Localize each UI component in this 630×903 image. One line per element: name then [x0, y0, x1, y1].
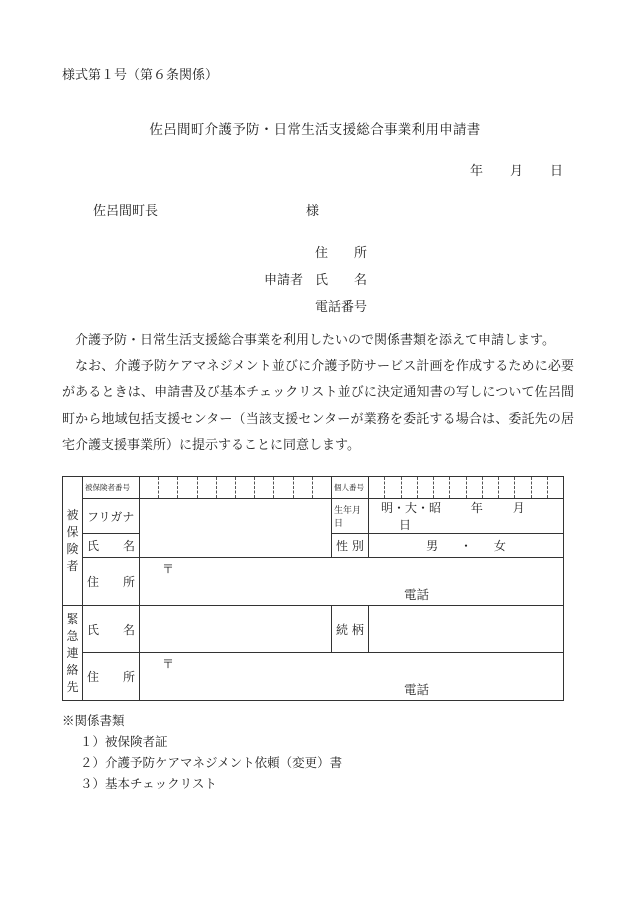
document-title: 佐呂間町介護予防・日常生活支援総合事業利用申請書 [149, 122, 481, 138]
insured-name-field[interactable] [140, 499, 332, 558]
emergency-address-label: 住 所 [83, 653, 140, 701]
form-number: 様式第１号（第６条関係） [62, 68, 219, 83]
sex-female[interactable]: 女 [493, 539, 506, 553]
applicant-info-table [62, 476, 564, 701]
sex-male[interactable]: 男 [426, 539, 439, 553]
birthdate-era[interactable]: 明・大・昭 [381, 501, 442, 515]
name-label: 氏 名 [83, 534, 140, 558]
notes-item: ３）基本チェックリスト [80, 776, 217, 791]
birthdate-label: 生年月日 [332, 499, 369, 534]
insured-number-label: 被保険者番号 [83, 477, 140, 499]
emergency-name-label: 氏 名 [83, 606, 140, 653]
applicant-prefix: 申請者 [264, 273, 304, 288]
relation-label: 続 柄 [332, 606, 369, 653]
sex-field[interactable]: 男 ・ 女 [369, 534, 564, 558]
postal-mark: 〒 [162, 562, 175, 576]
address-field[interactable] [140, 558, 564, 606]
notes-heading: ※関係書類 [62, 713, 125, 728]
insured-section-label: 被 保 険 者 [63, 477, 83, 606]
addressee-name: 佐呂間町長 [93, 204, 159, 219]
date-month: 月 [510, 164, 524, 179]
insured-number-field[interactable] [140, 477, 332, 499]
date-year: 年 [470, 164, 484, 179]
relation-field[interactable] [369, 606, 564, 653]
address-label: 住 所 [83, 558, 140, 606]
personal-number-label: 個人番号 [332, 477, 369, 499]
paragraph-2: なお、介護予防ケアマネジメント並びに介護予防サービス計画を作成するために必要があるときは、申請書及び基本チェックリスト並びに決定通知書の写しについて佐呂間町から地域包括支援センター（当該支援センターが業務を委託する場合は、委託先の居宅介護支援事業所）に提示することに同意します。 [62, 359, 574, 453]
notes-item: １）被保険者証 [80, 734, 168, 749]
emergency-postal-mark: 〒 [162, 657, 175, 671]
applicant-phone-label: 電話番号 [315, 300, 368, 315]
furigana-label: フリガナ [83, 499, 140, 534]
applicant-address-label: 住 所 [315, 246, 368, 261]
tel-label: 電話 [403, 587, 429, 602]
emergency-name-field[interactable] [140, 606, 332, 653]
emergency-address-field[interactable] [140, 653, 564, 701]
applicant-name-label: 氏 名 [315, 273, 368, 288]
related-documents [62, 710, 342, 794]
addressee-honorific: 様 [306, 204, 320, 219]
notes-item: ２）介護予防ケアマネジメント依頼（変更）書 [80, 755, 343, 770]
paragraph-1: 介護予防・日常生活支援総合事業を利用したいので関係書類を添えて申請します。 [75, 333, 555, 348]
birthdate-field[interactable]: 明・大・昭 年 月 日 [369, 499, 564, 534]
emergency-tel-label: 電話 [403, 682, 429, 697]
emergency-section-label: 緊 急 連 絡 先 [63, 606, 83, 701]
consent-text [62, 328, 574, 459]
date-day: 日 [550, 164, 564, 179]
sex-label: 性 別 [332, 534, 369, 558]
personal-number-field[interactable] [369, 477, 564, 499]
